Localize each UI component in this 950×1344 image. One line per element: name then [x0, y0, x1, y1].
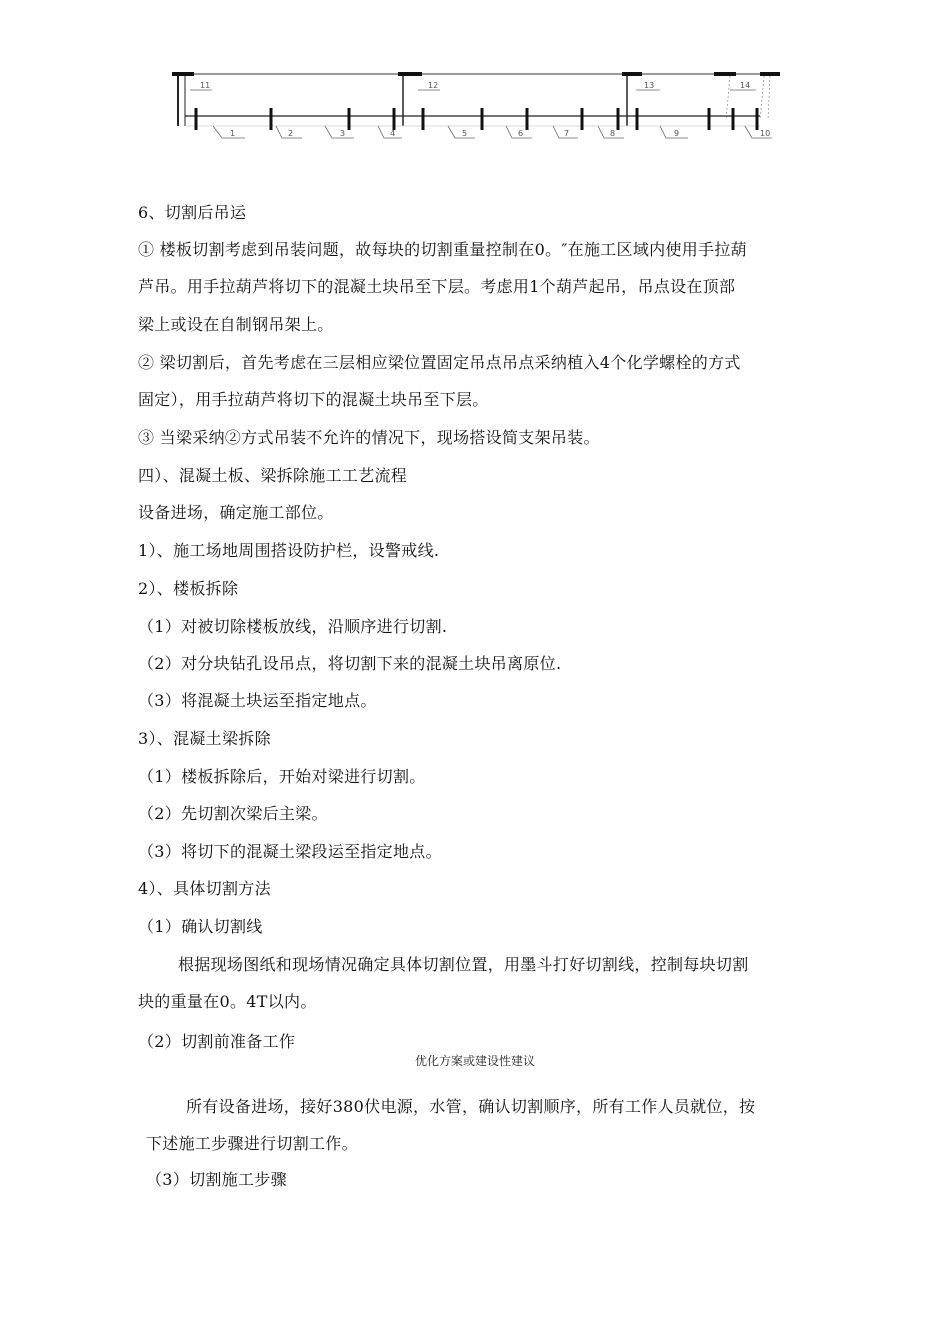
- callout-8: 8: [610, 129, 616, 138]
- paragraph-line: ③ 当梁采纳②方式吊装不允许的情况下，现场搭设简支架吊装。: [138, 428, 600, 447]
- callout-12: 12: [428, 81, 439, 90]
- callout-3: 3: [340, 129, 346, 138]
- callout-5: 5: [462, 129, 468, 138]
- list-item: （3）将切下的混凝土梁段运至指定地点。: [138, 842, 442, 861]
- list-item: （1）楼板拆除后，开始对梁进行切割。: [138, 767, 426, 786]
- callout-10: 10: [760, 129, 771, 138]
- section-heading: 6、切割后吊运: [138, 203, 247, 222]
- paragraph-line: 设备进场，确定施工部位。: [138, 503, 334, 522]
- callout-4: 4: [390, 129, 396, 138]
- paragraph-line: 固定），用手拉葫芦将切下的混凝土块吊至下层。: [138, 390, 489, 409]
- paragraph-line: 根据现场图纸和现场情况确定具体切割位置，用墨斗打好切割线，控制每块切割: [178, 955, 749, 974]
- list-item: （3）将混凝土块运至指定地点。: [138, 691, 377, 710]
- list-item: 4）、具体切割方法: [138, 879, 271, 898]
- cutting-diagram: [0, 0, 950, 160]
- page-footer-note: 优化方案或建设性建议: [414, 1054, 535, 1068]
- section-heading: 四）、混凝土板、梁拆除施工工艺流程: [138, 466, 408, 485]
- paragraph-line: 块的重量在0。4T以内。: [138, 992, 317, 1011]
- paragraph-line: 芦吊。用手拉葫芦将切下的混凝土块吊至下层。考虑用1个葫芦起吊，吊点设在顶部: [138, 277, 736, 296]
- paragraph-line: 所有设备进场，接好380伏电源，水管，确认切割顺序，所有工作人员就位，按: [186, 1097, 756, 1116]
- callout-1: 1: [230, 129, 236, 138]
- list-item: （2）切割前准备工作: [138, 1032, 296, 1051]
- list-item: 3）、混凝土梁拆除: [138, 729, 271, 748]
- list-item: （1）确认切割线: [138, 917, 263, 936]
- callout-6: 6: [518, 129, 524, 138]
- callout-14: 14: [740, 81, 751, 90]
- list-item: （1）对被切除楼板放线，沿顺序进行切割.: [138, 617, 448, 636]
- callout-11: 11: [200, 81, 211, 90]
- list-item: （2）先切割次梁后主梁。: [138, 804, 328, 823]
- paragraph-line: ② 梁切割后，首先考虑在三层相应梁位置固定吊点吊点采纳植入4个化学螺栓的方式: [138, 353, 741, 372]
- callout-13: 13: [644, 81, 655, 90]
- list-item: 2）、楼板拆除: [138, 579, 239, 598]
- list-item: 1）、施工场地周围搭设防护栏，设警戒线.: [138, 541, 440, 560]
- paragraph-line: 下述施工步骤进行切割工作。: [146, 1134, 358, 1153]
- list-item: （2）对分块钻孔设吊点，将切割下来的混凝土块吊离原位.: [138, 654, 562, 673]
- callout-7: 7: [564, 129, 570, 138]
- list-item: （3）切割施工步骤: [146, 1170, 287, 1189]
- paragraph-line: ① 楼板切割考虑到吊装问题，故每块的切割重量控制在0。″在施工区域内使用手拉葫: [138, 240, 747, 259]
- paragraph-line: 梁上或设在自制钢吊架上。: [138, 315, 334, 334]
- callout-9: 9: [674, 129, 680, 138]
- callout-2: 2: [288, 129, 294, 138]
